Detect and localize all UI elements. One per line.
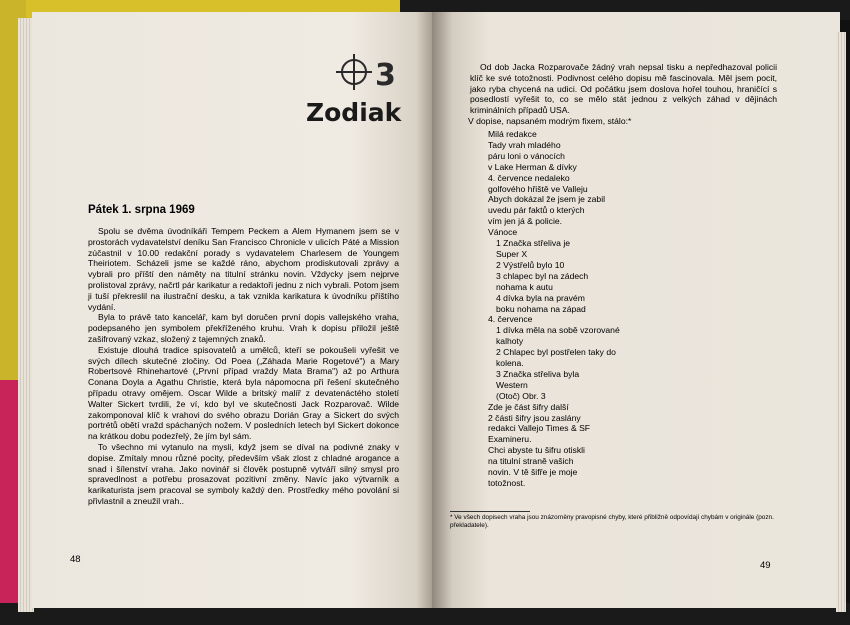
letter-line: v Lake Herman & dívky xyxy=(488,161,577,172)
footnote: * Ve všech dopisech vraha jsou znázorněny pravopisné chyby, které přibližně odpovídají chybám v originále (pozn. překladatele). xyxy=(450,514,774,530)
letter-line: Tady vrah mladého xyxy=(488,139,561,150)
letter-intro: V dopise, napsaném modrým fixem, stálo:* xyxy=(468,115,632,126)
letter-line: Zde je část šifry další xyxy=(488,401,569,412)
letter-line: 2 části šifry jsou zaslány xyxy=(488,412,581,423)
page-number-left: 48 xyxy=(70,554,81,565)
letter-line: Abych dokázal že jsem je zabil xyxy=(488,194,606,205)
paragraph: Byla to právě tato kancelář, kam byl doručen první dopis vallejského vraha, podepsaného jen symbolem překříženého kruhu. Vrah k dopisu přiložil ještě zašifrovaný vzkaz, složený z tajemných znaků. xyxy=(88,312,399,344)
left-body-text xyxy=(88,226,399,507)
paragraph: Od dob Jacka Rozparovače žádný vrah nepsal tisku a nepředhazoval policii klíč ke své totožnosti. Podivnost celého dopisu mě fascinovala. Měl jsem pocit, jako ryba chycená na udici. Od počátku jsem doslova hořel touhou, hraničící s posedlostí vyřešit to, co se mělo stát jednou z velkých záhad v dějinách kriminálních případů USA. xyxy=(470,62,777,116)
letter-line: vím jen já & policie. xyxy=(488,216,563,227)
letter-line: golfového hřiště ve Valleju xyxy=(488,183,588,194)
letter-line: Milá redakce xyxy=(488,129,537,139)
letter-line: kolena. xyxy=(496,358,524,369)
letter-line: nohama k autu xyxy=(496,281,553,292)
letter-line: 4. července nedaleko xyxy=(488,172,570,183)
letter-line: boku nohama na západ xyxy=(496,303,586,314)
paragraph: Existuje dlouhá tradice spisovatelů a umělců, kteří se pokoušeli vyřešit ve svých dílech skutečné zločiny. Od Poea („Záhada Marie Rogetové") a Mary Robertsové Rhinehartové („První případ vraždy Mata Brama") až po Arthura Conana Doyla a Agathu Christie, která byla nápomocna při řešení skutečného případu otravy omějem. Oscar Wilde a britský malíř z devatenáctého století Walter Sickert tvrdili, že ví, kdo byl ve skutečnosti Jack Rozparovač. Wilde zakomponoval klíč k vrahovi do svého obrazu Dorián Gray a Sickert do svých portrétů obětí vražd spáchaných nožem. V posledních letech byl Sickert dokonce na krátkou dobu podezřelý, že jím byl sám. xyxy=(88,344,399,442)
letter-line: 2 Výstřelů bylo 10 xyxy=(496,259,565,270)
letter-line: Western xyxy=(496,379,528,390)
letter-line: 1 dívka měla na sobě vzorované xyxy=(496,325,620,336)
paragraph: Spolu se dvěma úvodníkáři Tempem Peckem a Alem Hymanem jsem se v prostorách vydavatelství deníku San Francisco Chronicle v ulicích Páté a Mission zúčastnil v 10.00 redakční porady s vydavatelem Charlesem de Youngem Theiriotem. Scházeli jsme se každé ráno, abychom prodiskutovali zprávy a vybrali pro příští den náměty na titulní stránku novin. Vždycky jsem nejprve prolistoval zprávy, načrtl pár karikatur a redaktoři jednu z nich vybrali. Potom jsem ji tuší překreslil na ilustrační desku, a tak vznikla karikatura k úvodníku příštího vydání. xyxy=(88,226,399,312)
letter-line: redakci Vallejo Times & SF xyxy=(488,423,591,434)
chapter-number: 3 xyxy=(375,58,396,93)
footnote-rule xyxy=(450,511,530,512)
letter-line: Super X xyxy=(496,248,528,259)
letter-line: Vánoce xyxy=(488,227,518,238)
page-stack-right xyxy=(836,32,846,612)
paragraph: To všechno mi vytanulo na mysli, když jsem se díval na podivné znaky v dopise. Zmítaly mnou různé pocity, především však zlost z chladné arogance a snad i šílenství vraha. Jako novinář si člověk postupně vytváří silný smysl pro spravedlnost a potřebu prosazovat pozitivní změny. Navíc jako výtvarník a karikaturista jsem pracoval se symboly každý den. Prostředky mého povolání si přivlastnil a zneužil vrah.. xyxy=(88,441,399,506)
quoted-letter xyxy=(488,129,648,489)
letter-line: Examineru. xyxy=(488,434,532,445)
letter-line: páru loni o vánocích xyxy=(488,150,565,161)
letter-line: 4. července xyxy=(488,314,533,325)
letter-line: kalhoty xyxy=(496,336,524,347)
letter-line: totožnost. xyxy=(488,478,526,488)
letter-line: uvedu pár faktů o kterých xyxy=(488,205,585,216)
chapter-title: Zodiak xyxy=(306,98,402,127)
letter-line: novin. V tě šifře je moje xyxy=(488,467,578,478)
page-number-right: 49 xyxy=(760,560,771,571)
right-body-text xyxy=(470,62,777,127)
letter-line: 1 Značka střeliva je xyxy=(496,238,571,249)
letter-line: Chci abyste tu šifru otiskli xyxy=(488,445,585,456)
letter-line: (Otoč) Obr. 3 xyxy=(496,390,546,401)
letter-line: na titulní straně vašich xyxy=(488,456,574,467)
letter-line: 3 chlapec byl na zádech xyxy=(496,270,589,281)
letter-line: 2 Chlapec byl postřelen taky do xyxy=(496,347,616,358)
letter-line: 4 dívka byla na pravém xyxy=(496,292,585,303)
letter-line: 3 Značka střeliva byla xyxy=(496,368,580,379)
section-date-heading: Pátek 1. srpna 1969 xyxy=(88,204,195,216)
